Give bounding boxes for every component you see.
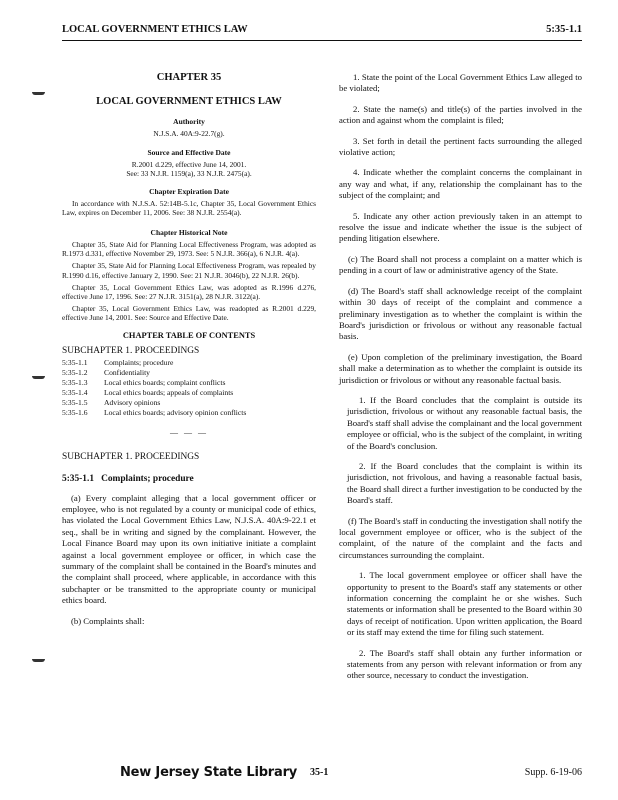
expiration-text: In accordance with N.J.S.A. 52:14B-5.1c, Chapter 35, Local Government Ethics Law, expires on December 11, 2006. See: 38 N.J.R. 2554(a). [62,198,316,217]
paragraph-b: (b) Complaints shall: [71,615,145,626]
right-column [339,72,582,691]
history-note: Chapter 35, State Aid for Planning Local Effectiveness Program, was adopted as R.1973 d.331, effective November 29, 1973. See: 5 N.J.R. 366(a), 6 N.J.R. 4(a). [62,240,316,259]
punch-hole-mark [32,372,46,382]
history-note: Chapter 35, Local Government Ethics Law, was readopted as R.2001 d.229, effective June 14, 2001. See: Source and Effective Date. [62,304,316,323]
section-title: Complaints; procedure [101,473,194,484]
item-b-5: 5. Indicate any other action previously taken in an attempt to resolve the issue and indicate whether the issue is the subject of pending litigation elsewhere. [339,210,582,244]
source-text: R.2001 d.229, effective June 14, 2001. [131,160,247,170]
paragraph-c: (c) The Board shall not process a complaint on a matter which is pending in a court of law or administrative agency of the State. [339,253,582,276]
history-note: Chapter 35, State Aid for Planning Local Effectiveness Program, was repealed by R.1990 d.16, effective January 2, 1990. See: 21 N.J.R. 3046(b), 22 N.J.R. 26(b). [62,261,316,280]
source-see: See: 33 N.J.R. 1159(a), 33 N.J.R. 2475(a). [126,169,252,179]
page-number: 35-1 [310,767,329,778]
authority-text: N.J.S.A. 40A:9-22.7(g). [153,129,225,138]
toc-row: 5:35-1.5 Advisory opinions [62,397,161,407]
section-number: 5:35-1.1 [62,473,95,484]
item-e-1: 1. If the Board concludes that the complaint is outside its jurisdiction, frivolous or without any reasonable factual basis, the Board's staff shall advise the complainant and the local government employee or official, who is the subject of the complaint, in writing of the Board's conclusion. [347,394,582,451]
paragraph-e: (e) Upon completion of the preliminary investigation, the Board shall make a determination as to whether the complaint is outside its jurisdiction or frivolous or without any reasonable factual basis. [339,351,582,385]
item-b-3: 3. Set forth in detail the pertinent facts surrounding the alleged violative action; [339,135,582,158]
page-footer [62,767,582,785]
item-b-1: 1. State the point of the Local Government Ethics Law alleged to be violated; [339,72,582,94]
toc-subchapter: SUBCHAPTER 1. PROCEEDINGS [62,345,200,356]
left-column [62,72,316,636]
toc-title: CHAPTER TABLE OF CONTENTS [122,330,256,340]
authority-heading: Authority [173,117,205,126]
toc-row: 5:35-1.2 Confidentiality [62,367,150,377]
section-divider: — — — [170,427,208,437]
section-heading [62,474,316,484]
expiration-heading: Chapter Expiration Date [149,186,229,196]
punch-hole-mark [32,88,46,98]
toc-table [62,358,246,418]
toc-row: 5:35-1.3 Local ethics boards; complaint conflicts [62,377,226,387]
supplement-date: Supp. 6-19-06 [524,767,582,778]
source-heading: Source and Effective Date [147,148,231,158]
history-note: Chapter 35, Local Government Ethics Law, was adopted as R.1996 d.276, effective June 17, 1996. See: 27 N.J.R. 3151(a), 28 N.J.R. 3122(a). [62,282,316,302]
punch-hole-mark [32,655,46,665]
item-f-1: 1. The local government employee or officer shall have the opportunity to present to the Board's staff any statements or other information concerning the complaint he or she wishes. Such statements or information shall be presented to the Board within 30 days of receipt of notification. Upon written application, the Board or its staff may extend the time for filing such statement. [347,570,582,638]
item-f-2: 2. The Board's staff shall obtain any further information or statements from any person with relevant information or from any other source, necessary to conduct the investigation. [347,647,582,681]
header-section: 5:35-1.1 [546,24,582,35]
chapter-name: LOCAL GOVERNMENT ETHICS LAW [96,96,282,107]
item-b-4: 4. Indicate whether the complaint concerns the complainant in any way and what, if any, relationship the complainant has to the subject of the complaint; and [339,167,582,201]
paragraph-d: (d) The Board's staff shall acknowledge receipt of the complaint within 30 days of receipt of the complaint and commence a preliminary investigation as to whether the complaint is within the Board's jurisdiction or frivolous or without any reasonable factual basis. [339,285,582,342]
library-watermark: New Jersey State Library [120,765,298,780]
toc-row: 5:35-1.4 Local ethics boards; appeals of complaints [62,387,234,397]
toc-row: 5:35-1.6 Local ethics boards; advisory opinion conflicts [62,407,247,417]
toc-row: 5:35-1.1 Complaints; procedure [62,357,174,367]
chapter-number: CHAPTER 35 [156,72,222,83]
paragraph-a: (a) Every complaint alleging that a local government officer or employee, who is not regulated by a county or municipal code of ethics, has violated the Local Government Ethics Law, N.J.S.A. 40A:9-22.1 et seq., shall be in writing and signed by the complainant. However, the Local Finance Board may upon its own initiative initiate a complaint against a local government employee or officer, in which case the summary of the complaint shall be contained in the Board's minutes and the complaint shall proceed, where applicable, in accordance with this subchapter or be transmitted to the appropriate county or municipal ethics board. [62,492,316,606]
subchapter-heading: SUBCHAPTER 1. PROCEEDINGS [62,451,200,462]
paragraph-f: (f) The Board's staff in conducting the investigation shall notify the local government employee or officer, who is the subject of the complaint, of the nature of the complaint and the facts and circumstances surrounding the complaint. [339,515,582,560]
history-heading: Chapter Historical Note [150,228,228,238]
item-b-2: 2. State the name(s) and title(s) of the parties involved in the action and against whom the complaint is filed; [339,103,582,126]
header-title: LOCAL GOVERNMENT ETHICS LAW [62,24,248,35]
running-header [62,24,582,41]
item-e-2: 2. If the Board concludes that the complaint is within its jurisdiction, not frivolous, and having a reasonable factual basis, the Board shall direct a further investigation to be conducted by the Board's staff. [347,460,582,506]
